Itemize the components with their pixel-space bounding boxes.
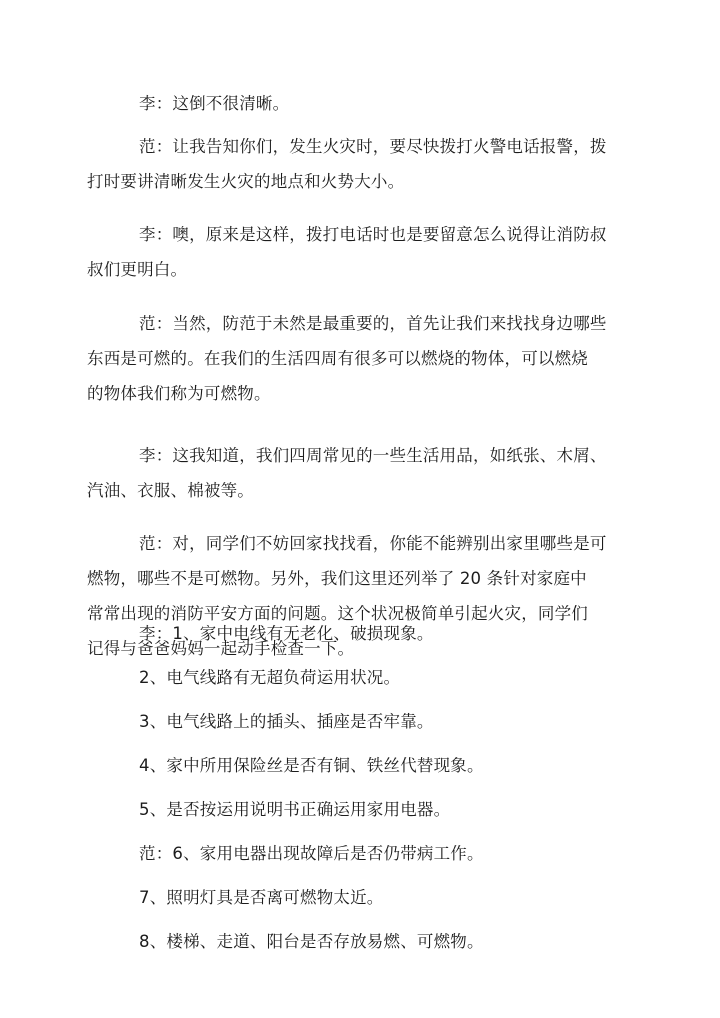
list-item-2 xyxy=(139,660,400,695)
text-line: 范：让我告知你们，发生火灾时，要尽快拨打火警电话报警，拨 xyxy=(139,137,607,156)
text-line: 范：对，同学们不妨回家找找看，你能不能辨别出家里哪些是可 xyxy=(139,534,607,553)
list-item-6 xyxy=(139,836,484,871)
text-line: 打时要讲清晰发生火灾的地点和火势大小。 xyxy=(87,172,405,191)
text-line: 5、是否按运用说明书正确运用家用电器。 xyxy=(139,800,451,819)
text-line: 记得与爸爸妈妈一起动手检查一下。 xyxy=(87,639,355,658)
text-line: 叔们更明白。 xyxy=(87,260,188,279)
text-line: 范：当然，防范于未然是最重要的，首先让我们来找找身边哪些 xyxy=(139,314,607,333)
list-item-5 xyxy=(139,792,450,827)
list-item-1 xyxy=(139,616,434,651)
text-line: 李：1、家中电线有无老化、破损现象。 xyxy=(139,624,434,643)
list-item-8 xyxy=(139,924,484,959)
text-line: 4、家中所用保险丝是否有铜、铁丝代替现象。 xyxy=(139,756,484,775)
text-line: 2、电气线路有无超负荷运用状况。 xyxy=(139,668,401,687)
paragraph-li-3 xyxy=(87,438,607,508)
paragraph-li-2 xyxy=(87,217,607,287)
text-line: 李：噢，原来是这样，拨打电话时也是要留意怎么说得让消防叔 xyxy=(139,225,607,244)
text-line: 7、照明灯具是否离可燃物太近。 xyxy=(139,888,384,907)
list-item-4 xyxy=(139,748,484,783)
text-line: 常常出现的消防平安方面的问题。这个状况极简单引起火灾，同学们 xyxy=(87,604,588,623)
paragraph-fan-1 xyxy=(87,129,607,199)
paragraph-li-1 xyxy=(139,86,289,121)
text-line: 东西是可燃的。在我们的生活四周有很多可以燃烧的物体，可以燃烧 xyxy=(87,349,588,368)
text-line: 的物体我们称为可燃物。 xyxy=(87,384,271,403)
list-item-7 xyxy=(139,880,384,915)
text-line: 燃物，哪些不是可燃物。另外，我们这里还列举了 20 条针对家庭中 xyxy=(87,569,587,588)
text-line: 范：6、家用电器出现故障后是否仍带病工作。 xyxy=(139,844,484,863)
text-line: 汽油、衣服、棉被等。 xyxy=(87,481,254,500)
text-line: 8、楼梯、走道、阳台是否存放易燃、可燃物。 xyxy=(139,932,484,951)
text-line: 李：这我知道，我们四周常见的一些生活用品，如纸张、木屑、 xyxy=(139,446,607,465)
list-item-3 xyxy=(139,704,434,739)
text-line: 李：这倒不很清晰。 xyxy=(139,94,290,113)
paragraph-fan-2 xyxy=(87,306,607,411)
text-line: 3、电气线路上的插头、插座是否牢靠。 xyxy=(139,712,434,731)
